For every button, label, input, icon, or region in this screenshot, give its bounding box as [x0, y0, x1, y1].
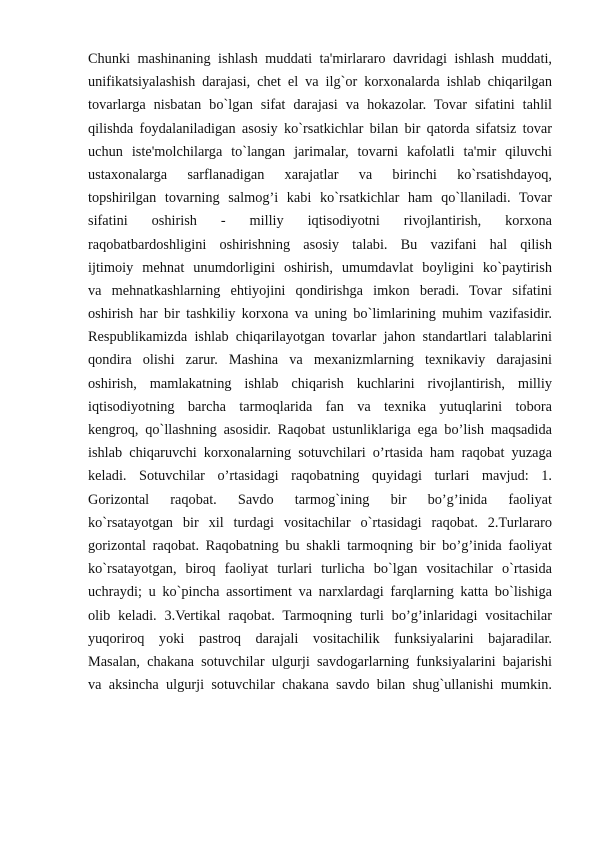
text-line: Chunki mashinaning ishlash muddati ta'mirlararo davridagi ishlash muddati, [88, 51, 552, 67]
body-text [88, 48, 552, 697]
text-line: kengroq, qo`llashning asosidir. Raqobat ustunliklariga ega bo’lish maqsadida [88, 422, 552, 438]
text-line: olib keladi. 3.Vertikal raqobat. Tarmoqning turli bo’g’inlaridagi vositachilar [88, 607, 552, 624]
text-line: keladi. Sotuvchilar o’rtasidagi raqobatning quyidagi turlari mavjud: 1. [88, 468, 552, 485]
text-line: va mehnatkashlarning ehtiyojini qondirishga imkon beradi. Tovar sifatini [88, 282, 552, 299]
text-line: Gorizontal raqobat. Savdo tarmog`ining bir bo’g’inida faoliyat [88, 491, 552, 508]
text-line: qondira olishi zarur. Mashina va mexanizmlarning texnikaviy darajasini [88, 352, 552, 369]
text-line: yuqoriroq yoki pastroq darajali vositachilik funksiyalarini bajaradilar. [88, 630, 552, 647]
text-line: sifatini oshirish - milliy iqtisodiyotni rivojlantirish, korxona [88, 213, 552, 230]
text-line: topshirilgan tovarning salmog’i kabi ko`rsatkichlar ham qo`llaniladi. Tovar [88, 190, 552, 207]
text-line: ustaxonalarga sarflanadigan xarajatlar va birinchi ko`rsatishdayoq, [88, 166, 552, 183]
text-line: ishlab chiqaruvchi korxonalarning sotuvchilari o’rtasida ham raqobat yuzaga [88, 445, 552, 462]
text-line: va aksincha ulgurji sotuvchilar chakana savdo bilan shug`ullanishi mumkin. [88, 677, 552, 694]
text-line: Respublikamizda ishlab chiqarilayotgan tovarlar jahon standartlari talablarini [88, 329, 552, 346]
text-line: iqtisodiyotning barcha tarmoqlarida fan va texnika yutuqlarini tobora [88, 398, 552, 415]
text-line: Masalan, chakana sotuvchilar ulgurji savdogarlarning funksiyalarini bajarishi [88, 653, 552, 670]
text-line: gorizontal raqobat. Raqobatning bu shakli tarmoqning bir bo’g’inida faoliyat [88, 537, 552, 554]
text-line: ko`rsatayotgan, biroq faoliyat turlari turlicha bo`lgan vositachilar o`rtasida [88, 561, 552, 578]
text-line: unifikatsiyalashish darajasi, chet el va ilg`or korxonalarda ishlab chiqarilgan [88, 74, 552, 91]
text-line: oshirish har bir tashkiliy korxona va uning bo`limlarining muhim vazifasidir. [88, 306, 552, 323]
text-line: tovarlarga nisbatan bo`lgan sifat darajasi va hokazolar. Tovar sifatini tahlil [88, 97, 552, 114]
text-line: qilishda foydalaniladigan asosiy ko`rsatkichlar bilan bir qatorda sifatsiz tovar [88, 120, 552, 137]
text-line: uchun iste'molchilarga to`langan jarimalar, tovarni kafolatli ta'mir qiluvchi [88, 143, 552, 160]
text-line: ijtimoiy mehnat unumdorligini oshirish, umumdavlat boyligini ko`paytirish [88, 259, 552, 276]
text-line: uchraydi; u ko`pincha assortiment va narxlardagi farqlarning katta bo`lishiga [88, 584, 552, 601]
text-line: oshirish, mamlakatning ishlab chiqarish kuchlarini rivojlantirish, milliy [88, 375, 552, 392]
text-line: ko`rsatayotgan bir xil turdagi vositachilar o`rtasidagi raqobat. 2.Turlararo [88, 514, 552, 531]
text-line: raqobatbardoshligini oshirishning asosiy talabi. Bu vazifani hal qilish [88, 236, 552, 253]
